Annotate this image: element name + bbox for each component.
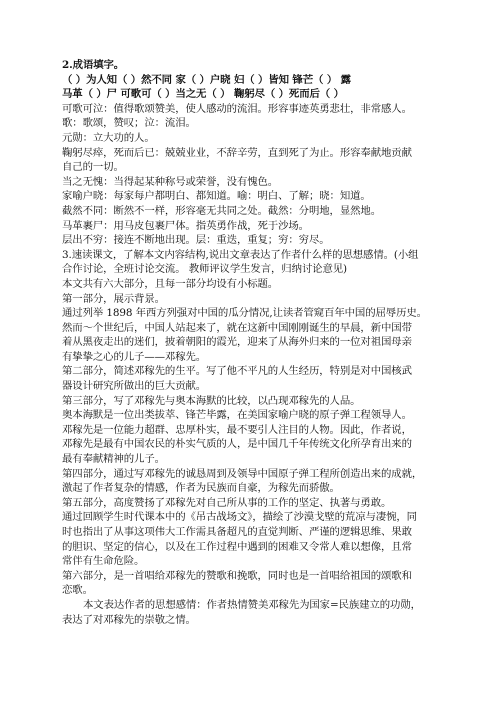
text-line: 恋歌。 (62, 584, 93, 597)
text-line: 第五部分，高度赞扬了邓稼先对自己所从事的工作的坚定、执著与勇敢。 (62, 496, 392, 509)
document-body (62, 58, 460, 627)
text-line: 层出不穷：接连不断地出现。层：重迭，重复；穷：穷尽。 (62, 234, 330, 247)
text-line: 常伴有生命危险。 (62, 555, 145, 568)
text-line: 时也指出了从事这项伟大工作需具备超凡的直觉判断、严谨的逻辑思维、果敢 (62, 526, 412, 538)
text-line: 合作讨论，全班讨论交流。 教师评议学生发言，归纳讨论意见) (62, 263, 348, 276)
text-line: 器设计研究所做出的巨大贡献。 (62, 380, 207, 393)
text-line: 邓稼先是一位能力超群、忠厚朴实，最不要引人注目的人物。因此，作者说， (62, 423, 412, 436)
text-line: 表达了对邓稼先的崇敬之情。 (62, 613, 196, 626)
text-line: 第三部分，写了邓稼先与奥本海默的比较，以凸现邓稼先的人品。 (62, 394, 361, 407)
text-line: 邓稼先是最有中国农民的朴实气质的人，是中国几千年传统文化所孕育出来的 (62, 438, 412, 451)
text-line: 的胆识、坚定的信心，以及在工作过程中遇到的困难又令常人难以想像，且常 (62, 540, 412, 553)
text-line: 然而～个世纪后，中国人站起来了，就在这新中国刚刚诞生的早晨，新中国带 (62, 321, 412, 334)
text-line: 第四部分，通过写邓稼先的诚恳周到及领导中国原子弹工程所创造出来的成就， (62, 467, 423, 480)
text-line: 3.速读课文，了解本文内容结构,说出文章表达了作者什么样的思想感情。(小组 (62, 248, 419, 261)
text-line: 歌：歌颂，赞叹；泣：流泪。 (62, 117, 196, 130)
text-line: 鞠躬尽瘁，死而后已：兢兢业业，不辞辛劳，直到死了为止。形容奉献地贡献 (62, 146, 412, 159)
text-line: 马革（ ）尸 可歌可（ ）当之无（ ） 鞠躬尽（ ）死而后（ ） (62, 88, 344, 101)
text-line: 着从黑夜走出的迷们，披着朝阳的霞光，迎来了从海外归来的一位对祖国母亲 (62, 336, 412, 349)
text-line: 第六部分，是一首唱给邓稼先的赞歌和挽歌，同时也是一首唱给祖国的颂歌和 (62, 569, 412, 582)
text-line: 奥本海默是一位出类拔萃、锋芒毕露，在美国家喻户晓的原子弹工程领导人。 (62, 409, 412, 422)
text-line: 截然不同：断然不一样，形容毫无共同之处。截然：分明地，显然地。 (62, 204, 382, 217)
text-line: 自己的一切。 (62, 161, 124, 174)
text-line: （ ）为人知（ ）然不同 家（ ）户晓 妇（ ）皆知 锋芒（ ） 露 (62, 73, 351, 86)
text-line: 最有奉献精神的儿子。 (62, 453, 165, 466)
text-line: 第二部分，简述邓稼先的生平。写了他不平凡的人生经历，特别是对中国核武 (62, 365, 412, 378)
text-line: 激起了作者复杂的情感，作者为民族而自豪，为稼先而骄傲。 (62, 482, 340, 495)
text-line: 2.成语填字。 (62, 59, 125, 71)
text-line: 可歌可泣：值得歌颂赞美，使人感动的流泪。形容事迹英勇悲壮，非常感人。 (62, 102, 412, 115)
text-line: 马革裹尸：用马皮包裹尸体。指英勇作战，死于沙场。 (62, 219, 309, 232)
text-line: 有挚挚之心的儿子——邓稼先。 (62, 350, 207, 363)
text-line: 本文表达作者的思想感情：作者热情赞美邓稼先为国家=民族建立的功勋， (83, 598, 421, 611)
text-line: 通过回顾学生时代课本中的《吊古战场文》，描绘了沙漠戈壁的荒凉与凄惋，同 (62, 511, 417, 524)
text-line: 当之无愧：当得起某种称号或荣誉，没有愧色。 (62, 175, 279, 188)
text-line: 家喻户晓：每家每户都明白、都知道。喻：明白、了解；晓：知道。 (62, 190, 371, 203)
text-line: 第一部分，展示背景。 (62, 292, 165, 305)
text-line: 本文共有六大部分，且每一部分均设有小标题。 (62, 277, 279, 290)
text-line: 通过列举 1898 年西方列强对中国的瓜分情况,让读者管窥百年中国的屈辱历史。 (62, 307, 427, 320)
text-line: 元勋：立大功的人。 (62, 131, 155, 144)
